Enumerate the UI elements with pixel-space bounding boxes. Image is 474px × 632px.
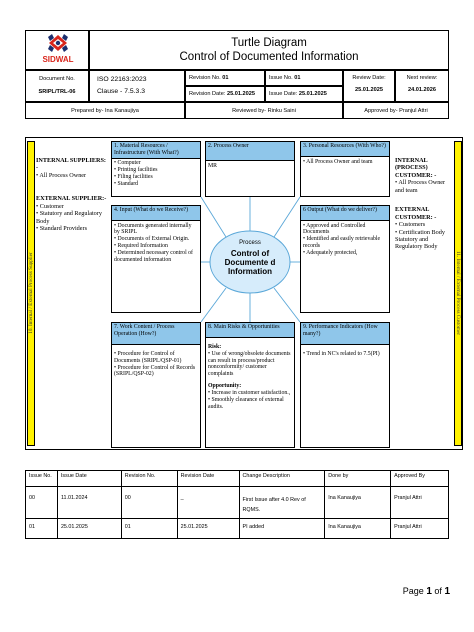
box-input: 4. Input (What do we Receive?) • Documents generated internally by SRIPL • Documents of External Origin. • Required Information • Determined necessary control of documented information bbox=[111, 205, 201, 313]
box-personal-resources: 3. Personal Resources (With Who?) • All Process Owner and team bbox=[300, 141, 390, 197]
supplier-strip-label: 10. Internal / External Process Supplier bbox=[28, 252, 34, 334]
box-risks-opportunities: 8. Main Risks & Opportunities Risk: • Use of wrong/obsolete documents can result in process/product nonconformity/ customer complaints Opportunity: • Increase in customer satisfaction., • Smoothly clearance of external audits. bbox=[205, 322, 295, 448]
review-date-cell: Review Date: 25.01.2025 bbox=[343, 70, 395, 102]
box-output: 6 Output (What do we deliver?) • Approved and Controlled Documents • Identified and easily retrievable records • Adequately protected, bbox=[300, 205, 390, 313]
svg-text:SIDWAL: SIDWAL bbox=[42, 55, 74, 64]
internal-suppliers-title: INTERNAL SUPPLIERS: - bbox=[36, 157, 106, 172]
title-line-1: Turtle Diagram bbox=[231, 37, 307, 49]
box-performance-indicators: 9. Performance Indicators (How many?) • Trend in NC's related to 7.5(PI) bbox=[300, 322, 390, 448]
doc-no-cell: Document No. SRIPL/TRL-06 bbox=[25, 70, 89, 102]
title-line-2: Control of Documented Information bbox=[179, 51, 359, 63]
process-title: Control of Documente d Information bbox=[224, 249, 276, 277]
prepared-by: Prepared by- Ina Kanaujiya bbox=[25, 102, 185, 119]
external-supplier-item: • Standard Providers bbox=[36, 225, 87, 233]
box-material-resources: 1. Material Resources / Infrastructure (With What?) • Computer • Printing facilities • Filing facilities • Standard bbox=[111, 141, 201, 197]
page-number: Page 1 of 1 bbox=[402, 586, 450, 597]
external-supplier-item: • Customer bbox=[36, 202, 64, 210]
internal-customers-title: INTERNAL (PROCESS) CUSTOMER: - bbox=[395, 157, 437, 179]
revision-date-cell: Revision Date: 25.01.2025 bbox=[185, 86, 265, 102]
standard-cell: ISO 22163:2023 Clause - 7.5.3.3 bbox=[89, 70, 185, 102]
approved-by: Approved by- Pranjul Attri bbox=[343, 102, 449, 119]
issue-no-cell: Issue No. 01 bbox=[265, 70, 343, 86]
internal-customer-item: • All Process Owner and team bbox=[395, 179, 446, 194]
box-process-owner: 2. Process Owner MR bbox=[205, 141, 295, 197]
external-customer-item: • Certification Body bbox=[395, 228, 445, 236]
external-customer-item: Statutory and Regulatory Body bbox=[395, 235, 438, 251]
revision-table bbox=[25, 470, 449, 539]
external-customers-title: EXTERNAL CUSTOMER: - bbox=[395, 206, 437, 221]
external-suppliers-title: EXTERNAL SUPPLIER:- bbox=[36, 195, 107, 203]
external-customer-item: • Customers bbox=[395, 221, 426, 229]
revision-no-cell: Revision No. 01 bbox=[185, 70, 265, 86]
process-label: Process bbox=[239, 240, 261, 246]
table-row: 01 25.01.2025 01 25.01.2025 PI added Ina Kanaujiya Pranjul Attri bbox=[26, 518, 449, 538]
table-header-row: Issue No. Issue Date Revision No. Revision Date Change Description Done by Approved By bbox=[26, 471, 449, 487]
customer-strip-label: 11. Internal / External Process Customer bbox=[455, 251, 461, 335]
doc-no-value: SRIPL/TRL-06 bbox=[38, 89, 76, 95]
next-review-cell: Next review: 24.01.2026 bbox=[395, 70, 449, 102]
table-row: 00 11.01.2024 00 _ First Issue after 4.0 Rev of RQMS. Ina Kanaujiya Pranjul Attri bbox=[26, 487, 449, 519]
process-center bbox=[212, 240, 288, 277]
internal-supplier-item: • All Process Owner bbox=[36, 171, 87, 179]
box-work-content: 7. Work Content / Process Operation (How?) • Procedure for Control of Documents (SRIPL/QSP-01) • Procedure for Control of Records (SRIPL/QSP-02) bbox=[111, 322, 201, 448]
external-supplier-item: • Statutory and Regulatory Body bbox=[36, 210, 102, 225]
reviewed-by: Reviewed by- Rinku Saini bbox=[185, 102, 343, 119]
issue-date-cell: Issue Date: 25.01.2025 bbox=[265, 86, 343, 102]
